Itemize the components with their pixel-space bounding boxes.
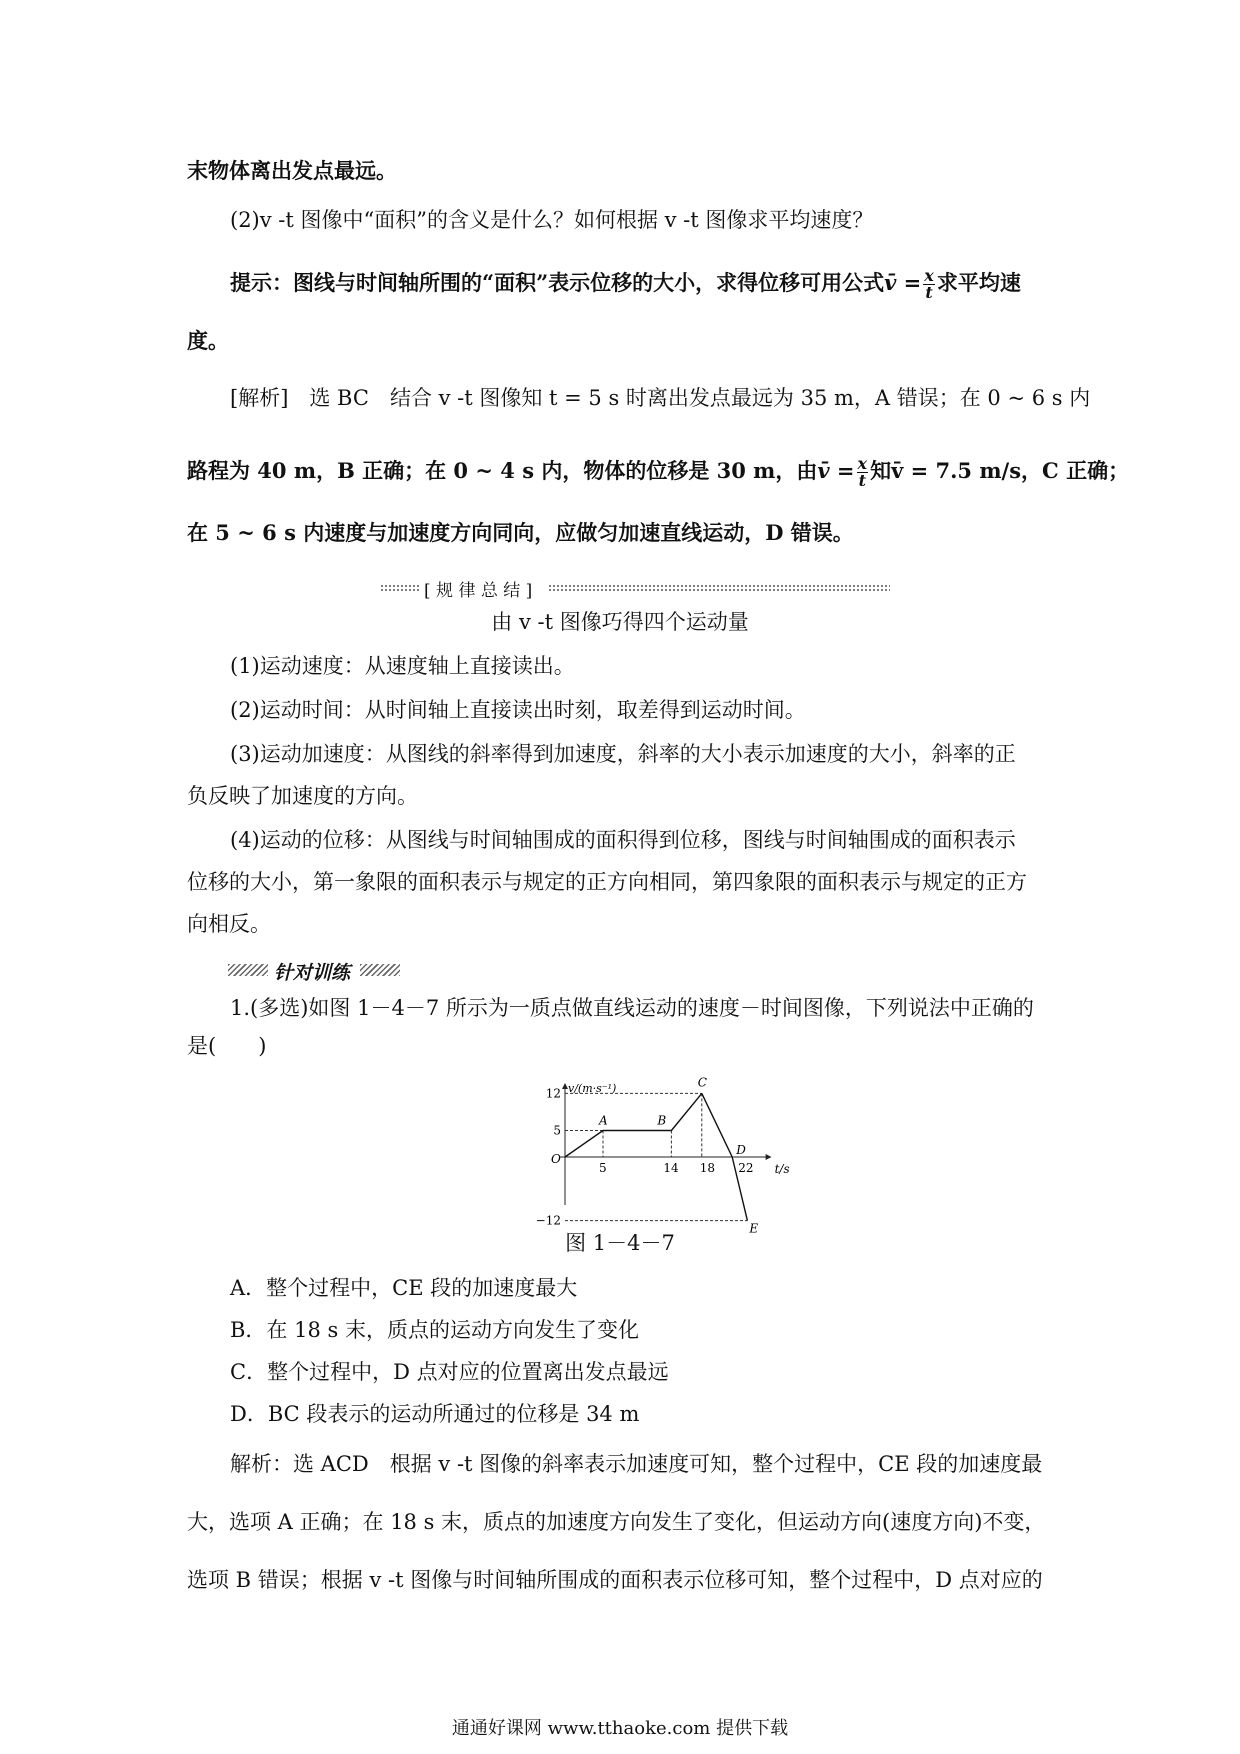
hint-text: 提示：图线与时间轴所围的“面积”表示位移的大小，求得位移可用公式 <box>230 270 885 295</box>
y-axis-label: v/(m·s⁻¹) <box>568 1082 617 1095</box>
answer-line-1: 解析：选 ACD 根据 v -t 图像的斜率表示加速度可知，整个过程中，CE 段的加速度最 <box>230 1452 1043 1476</box>
dotted-rule <box>380 584 420 592</box>
equals: = <box>896 270 922 295</box>
training-label: 针对训练 <box>274 962 351 984</box>
x-tick-label: 22 <box>738 1161 754 1175</box>
v-bar: v̄ <box>817 458 830 483</box>
point-label: C <box>697 1075 707 1090</box>
equals: = <box>829 458 855 483</box>
vt-graph <box>520 1075 790 1236</box>
answer-line-2: 大，选项 A 正确；在 18 s 末，质点的加速度方向发生了变化，但运动方向(速度方向)不变， <box>187 1510 1046 1534</box>
point-label: E <box>749 1221 759 1236</box>
graph-segment <box>671 1093 701 1130</box>
summary-item-4: (4)运动的位移：从图线与时间轴围成的面积得到位移，图线与时间轴围成的面积表示 <box>230 828 1016 852</box>
point-label: A <box>599 1113 608 1128</box>
denominator: t <box>925 283 933 302</box>
question-2: (2)v -t 图像中“面积”的含义是什么？如何根据 v -t 图像求平均速度？ <box>230 208 874 232</box>
graph-segment <box>702 1093 732 1157</box>
summary-item-3: (3)运动加速度：从图线的斜率得到加速度，斜率的大小表示加速度的大小，斜率的正 <box>230 742 1016 766</box>
numerator: x <box>924 266 934 285</box>
x-axis-label: t/s <box>774 1162 790 1176</box>
hatch-decoration <box>360 964 400 976</box>
x-tick-label: 14 <box>663 1161 679 1175</box>
hint-text-end: 求平均速 <box>936 270 1021 295</box>
point-label: B <box>657 1113 667 1128</box>
analysis-line-2 <box>187 456 1129 489</box>
analysis-text: 路程为 40 m，B 正确；在 0 ~ 4 s 内，物体的位移是 30 m，由 <box>187 458 818 483</box>
analysis-line-3: 在 5 ~ 6 s 内速度与加速度方向同向，应做匀加速直线运动，D 错误。 <box>187 520 854 545</box>
dotted-rule <box>548 584 890 592</box>
summary-item-3-cont: 负反映了加速度的方向。 <box>187 784 418 808</box>
fraction-x-t <box>923 268 935 301</box>
option-a: A．整个过程中，CE 段的加速度最大 <box>230 1276 578 1300</box>
analysis-text: 知 <box>870 458 892 483</box>
graph-segment <box>565 1131 603 1158</box>
answer-line-3: 选项 B 错误；根据 v -t 图像与时间轴所围成的面积表示位移可知，整个过程中，D 点对应的 <box>187 1568 1043 1592</box>
summary-tag: [ 规 律 总 结 ] <box>424 581 533 601</box>
text-line: 度。 <box>187 328 229 353</box>
summary-item-2: (2)运动时间：从时间轴上直接读出时刻，取差得到运动时间。 <box>230 698 806 722</box>
analysis-line-1: [解析] 选 BC 结合 v -t 图像知 t = 5 s 时离出发点最远为 35 m，A 错误；在 0 ~ 6 s 内 <box>230 386 1091 410</box>
denominator: t <box>858 471 866 490</box>
y-tick-label: 12 <box>545 1086 561 1101</box>
option-d: D．BC 段表示的运动所通过的位移是 34 m <box>230 1402 640 1426</box>
fraction-x-t <box>857 456 869 489</box>
origin-label: O <box>551 1152 561 1166</box>
summary-header <box>380 576 890 601</box>
footer: 通通好课网 www.tthaoke.com 提供下载 <box>451 1718 789 1739</box>
analysis-text: v̄ = 7.5 m/s，C 正确； <box>891 458 1130 483</box>
x-tick-label: 18 <box>699 1161 716 1175</box>
summary-title: 由 v -t 图像巧得四个运动量 <box>491 610 749 634</box>
option-b: B．在 18 s 末，质点的运动方向发生了变化 <box>230 1318 639 1342</box>
numerator: x <box>857 454 868 473</box>
option-c: C．整个过程中，D 点对应的位置离出发点最远 <box>230 1360 669 1384</box>
summary-item-1: (1)运动速度：从速度轴上直接读出。 <box>230 654 575 678</box>
v-bar: v̄ <box>884 270 897 295</box>
x-tick-label: 5 <box>599 1161 607 1175</box>
question-1: 1.(多选)如图 1－4－7 所示为一质点做直线运动的速度－时间图像，下列说法中正确的 <box>230 996 1034 1020</box>
question-1-cont: 是( ) <box>187 1034 267 1058</box>
y-tick-label: 5 <box>553 1123 561 1138</box>
summary-item-4-cont: 位移的大小，第一象限的面积表示与规定的正方向相同，第四象限的面积表示与规定的正方 <box>187 870 1027 894</box>
figure-caption: 图 1－4－7 <box>565 1231 675 1255</box>
point-label: D <box>736 1143 746 1157</box>
hint-line <box>230 268 1021 301</box>
summary-item-4-cont: 向相反。 <box>187 912 271 936</box>
text-line: 末物体离出发点最远。 <box>187 158 397 183</box>
y-tick-label: −12 <box>535 1213 561 1228</box>
hatch-decoration <box>228 964 268 976</box>
